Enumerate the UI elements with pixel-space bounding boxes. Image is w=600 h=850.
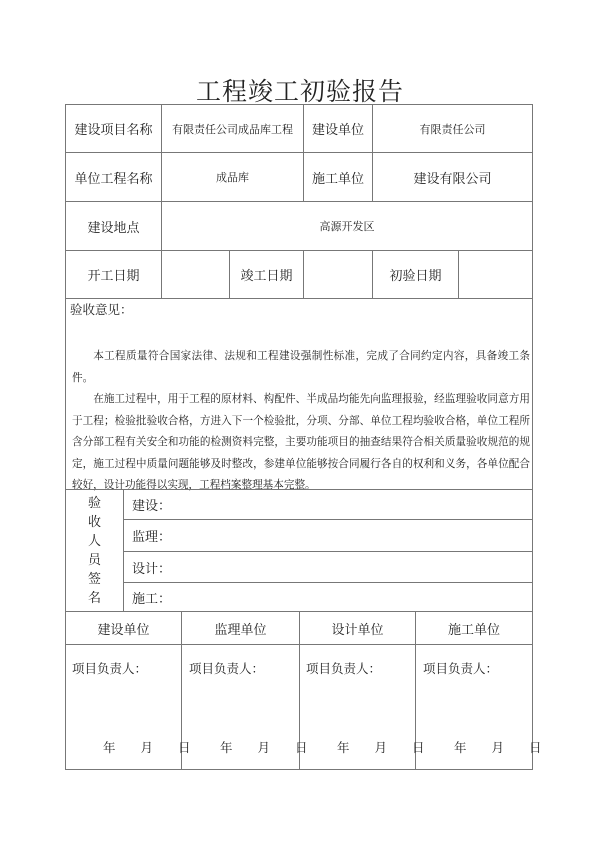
unit-header-build: 建设单位 [65,611,182,645]
complete-date-value [303,250,373,299]
signers-label-char: 人 [87,533,101,549]
unit-project-value: 成品库 [161,152,304,202]
unit-header-supervise: 监理单位 [181,611,300,645]
location-label: 建设地点 [65,201,162,251]
start-date-value [161,250,230,299]
signer-row-construct: 施工： [123,582,533,612]
construction-unit-value: 建设有限公司 [372,152,533,202]
signers-label-char: 名 [87,590,101,606]
inspect-date-value [458,250,533,299]
unit-person-label: 项目负责人： [72,661,148,676]
unit-date-label: 年 月 日 [337,740,425,755]
project-name-label: 建设项目名称 [65,104,162,153]
signer-row-design: 设计： [123,551,533,583]
opinion-paragraph: 本工程质量符合国家法律、法规和工程建设强制性标准，完成了合同约定内容，具备竣工条件。 [72,350,530,384]
build-unit-value: 有限责任公司 [372,104,533,153]
unit-header-design: 设计单位 [299,611,416,645]
start-date-label: 开工日期 [65,250,162,299]
opinion-text [72,346,530,497]
inspect-date-label: 初验日期 [372,250,459,299]
signers-label-char: 验 [87,495,101,511]
unit-header-construct: 施工单位 [415,611,533,645]
opinion-label: 验收意见： [70,302,133,317]
project-name-value: 有限责任公司成品库工程 [161,104,304,153]
unit-person-label: 项目负责人： [189,661,265,676]
unit-date-label: 年 月 日 [103,740,191,755]
unit-date-label: 年 月 日 [454,740,542,755]
build-unit-label: 建设单位 [303,104,373,153]
construction-unit-label: 施工单位 [303,152,373,202]
signers-label-char: 收 [87,514,101,530]
page-title: 工程竣工初验报告 [195,77,404,106]
signers-label-char: 签 [87,571,101,587]
unit-date-label: 年 月 日 [220,740,308,755]
signers-label [65,489,124,612]
signer-row-build: 建设： [123,489,533,520]
signer-row-supervise: 监理： [123,519,533,552]
complete-date-label: 竣工日期 [229,250,304,299]
opinion-paragraph: 在施工过程中，用于工程的原材料、构配件、半成品均能先向监理报验，经监理验收同意方用于工程；检验批验收合格，方进入下一个检验批，分项、分部、单位工程均验收合格，单位工程所含分部工程有关安全和功能的检测资料完整，主要功能项目的抽查结果符合相关质量验收规范的规定，施工过程中质量问题能够及时整改，参建单位能够按合同履行各自的权利和义务，各单位配合较好，设计功能得以实现，工程档案整理基本完整。 [72,393,530,491]
unit-person-label: 项目负责人： [306,661,382,676]
location-value: 高源开发区 [161,201,533,251]
signers-label-char: 员 [87,552,101,568]
unit-project-label: 单位工程名称 [65,152,162,202]
unit-person-label: 项目负责人： [423,661,499,676]
